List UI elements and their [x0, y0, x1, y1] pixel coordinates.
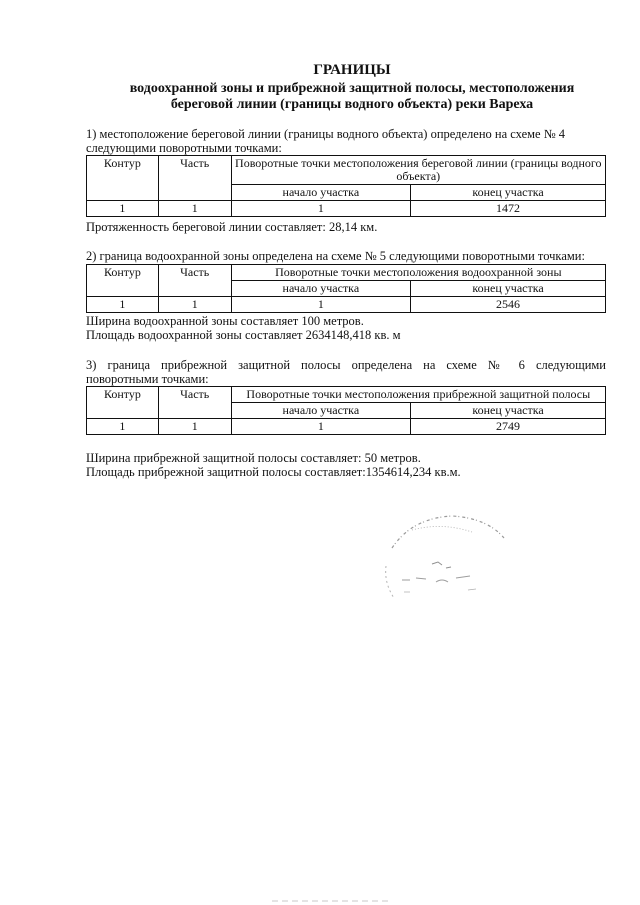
- header-chast: Часть: [158, 265, 231, 297]
- section3-intro-line1: 3) граница прибрежной защитной полосы определена на схеме № 6 следующими: [86, 358, 606, 372]
- cell-chast: 1: [158, 297, 231, 313]
- section3-intro: [86, 358, 606, 386]
- section1-intro: [86, 127, 606, 155]
- table-row: [87, 419, 606, 435]
- section2-note-width: Ширина водоохранной зоны составляет 100 метров.: [86, 314, 364, 328]
- header-start: начало участка: [231, 281, 410, 297]
- header-points: Поворотные точки местоположения прибрежной защитной полосы: [231, 387, 605, 403]
- section1-note-length: Протяженность береговой линии составляет: 28,14 км.: [86, 220, 378, 234]
- table-header-row: [87, 156, 606, 185]
- header-end: конец участка: [411, 403, 606, 419]
- official-stamp-icon: [372, 508, 512, 618]
- header-end: конец участка: [411, 185, 606, 201]
- header-kontur: Контур: [87, 387, 159, 419]
- section3-note-area: Площадь прибрежной защитной полосы составляет:1354614,234 кв.м.: [86, 465, 461, 479]
- header-points: Поворотные точки местоположения береговой линии (границы водного объекта): [231, 156, 605, 185]
- cell-start: 1: [231, 419, 410, 435]
- section3-table: [86, 386, 606, 435]
- header-chast: Часть: [158, 387, 231, 419]
- cell-kontur: 1: [87, 419, 159, 435]
- cell-chast: 1: [158, 201, 231, 217]
- header-chast: Часть: [158, 156, 231, 201]
- header-kontur: Контур: [87, 156, 159, 201]
- header-kontur: Контур: [87, 265, 159, 297]
- footer-rule: [272, 900, 392, 902]
- cell-start: 1: [231, 297, 410, 313]
- cell-end: 2546: [411, 297, 606, 313]
- cell-end: 1472: [411, 201, 606, 217]
- document-subtitle-line1: водоохранной зоны и прибрежной защитной полосы, местоположения: [129, 81, 575, 96]
- header-start: начало участка: [231, 403, 410, 419]
- cell-start: 1: [231, 201, 410, 217]
- cell-chast: 1: [158, 419, 231, 435]
- document-subtitle-line2: береговой линии (границы водного объекта) реки Вареха: [170, 97, 534, 112]
- header-start: начало участка: [231, 185, 410, 201]
- section2-intro-line1: 2) граница водоохранной зоны определена на схеме № 5 следующими поворотными точками:: [86, 249, 585, 263]
- header-points: Поворотные точки местоположения водоохранной зоны: [231, 265, 605, 281]
- cell-kontur: 1: [87, 297, 159, 313]
- document-title: ГРАНИЦЫ: [313, 62, 391, 78]
- table-header-row: [87, 265, 606, 281]
- section3-note-width: Ширина прибрежной защитной полосы составляет: 50 метров.: [86, 451, 421, 465]
- section1-intro-line1: 1) местоположение береговой линии (границы водного объекта) определено на схеме № 4: [86, 127, 566, 141]
- table-header-row: [87, 387, 606, 403]
- table-row: [87, 201, 606, 217]
- table-row: [87, 297, 606, 313]
- cell-end: 2749: [411, 419, 606, 435]
- section1-table: [86, 155, 606, 217]
- section2-table: [86, 264, 606, 313]
- section1-intro-line2: следующими поворотными точками:: [86, 141, 282, 155]
- header-end: конец участка: [411, 281, 606, 297]
- cell-kontur: 1: [87, 201, 159, 217]
- section2-intro: [86, 249, 606, 263]
- section2-note-area: Площадь водоохранной зоны составляет 2634148,418 кв. м: [86, 328, 401, 342]
- section3-intro-line2: поворотными точками:: [86, 372, 209, 386]
